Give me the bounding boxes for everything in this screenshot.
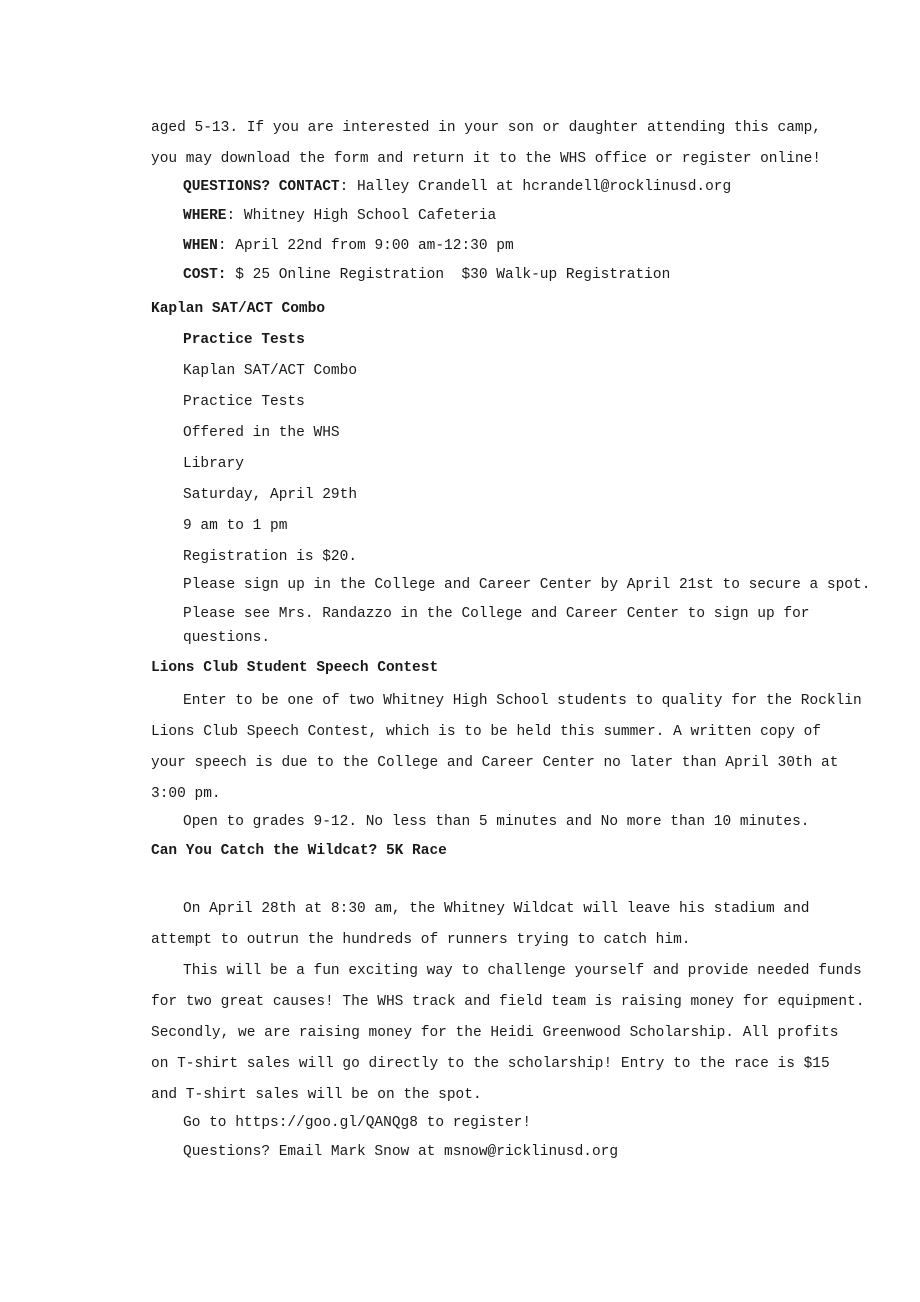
kaplan-line: Please see Mrs. Randazzo in the College and Career Center to sign up for [183, 606, 810, 622]
cost-label: COST: [183, 267, 227, 283]
camp-when-line [183, 237, 514, 255]
kaplan-line: Library [183, 456, 244, 472]
when-value: : April 22nd from 9:00 am-12:30 pm [217, 238, 514, 254]
kaplan-line: questions. [183, 630, 271, 646]
race-line: On April 28th at 8:30 am, the Whitney Wildcat will leave his stadium and [183, 901, 810, 917]
kaplan-line: 9 am to 1 pm [183, 518, 288, 534]
lions-line: 3:00 pm. [151, 786, 221, 802]
lions-line: Lions Club Speech Contest, which is to be held this summer. A written copy of [151, 724, 822, 740]
lions-line: your speech is due to the College and Career Center no later than April 30th at [151, 755, 839, 771]
kaplan-heading: Kaplan SAT/ACT Combo [151, 301, 326, 317]
kaplan-line: Saturday, April 29th [183, 487, 358, 503]
contact-label: QUESTIONS? CONTACT [183, 179, 340, 195]
race-heading: Can You Catch the Wildcat? 5K Race [151, 843, 447, 859]
race-line: for two great causes! The WHS track and field team is raising money for equipment. [151, 994, 865, 1010]
camp-text-line: aged 5-13. If you are interested in your son or daughter attending this camp, [151, 120, 822, 136]
kaplan-line: Registration is $20. [183, 549, 358, 565]
camp-cost-line [183, 266, 670, 284]
lions-heading: Lions Club Student Speech Contest [151, 660, 439, 676]
kaplan-line: Offered in the WHS [183, 425, 340, 441]
kaplan-line: Practice Tests [183, 394, 305, 410]
where-label: WHERE [183, 208, 227, 224]
where-value: : Whitney High School Cafeteria [226, 208, 497, 224]
race-line: and T-shirt sales will be on the spot. [151, 1087, 482, 1103]
kaplan-subheading: Practice Tests [183, 332, 305, 348]
race-line: Secondly, we are raising money for the Heidi Greenwood Scholarship. All profits [151, 1025, 839, 1041]
race-line: on T-shirt sales will go directly to the scholarship! Entry to the race is $15 [151, 1056, 830, 1072]
contact-value: : Halley Crandell at hcrandell@rocklinusd.org [339, 179, 732, 195]
camp-where-line [183, 207, 496, 225]
race-line: This will be a fun exciting way to challenge yourself and provide needed funds [183, 963, 862, 979]
race-register-line[interactable]: Go to https://goo.gl/QANQg8 to register! [183, 1115, 532, 1131]
lions-line: Open to grades 9-12. No less than 5 minutes and No more than 10 minutes. [183, 814, 810, 830]
cost-value: $ 25 Online Registration $30 Walk-up Registration [226, 267, 671, 283]
kaplan-line: Kaplan SAT/ACT Combo [183, 363, 358, 379]
race-contact-line[interactable]: Questions? Email Mark Snow at msnow@ricklinusd.org [183, 1144, 619, 1160]
camp-contact-line [183, 178, 731, 196]
camp-text-line: you may download the form and return it to the WHS office or register online! [151, 151, 822, 167]
when-label: WHEN [183, 238, 218, 254]
race-line: attempt to outrun the hundreds of runners trying to catch him. [151, 932, 691, 948]
lions-line: Enter to be one of two Whitney High School students to quality for the Rocklin [183, 693, 862, 709]
kaplan-line: Please sign up in the College and Career Center by April 21st to secure a spot. [183, 577, 871, 593]
